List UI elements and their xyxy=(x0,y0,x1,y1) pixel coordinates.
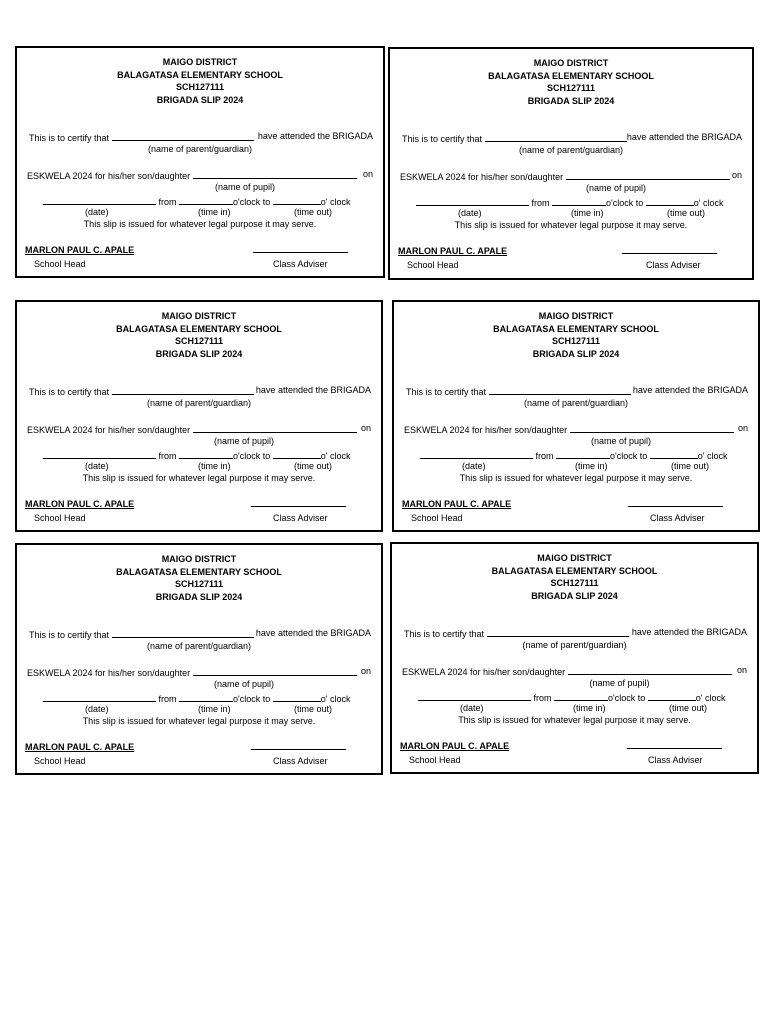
issued-statement: This slip is issued for whatever legal purpose it may serve. xyxy=(83,219,317,229)
district-name: MAIGO DISTRICT xyxy=(161,554,237,564)
school-head-name: MARLON PAUL C. APALE xyxy=(400,741,510,751)
from-word: from xyxy=(158,694,177,704)
slip-header xyxy=(394,310,758,360)
school-head-role: School Head xyxy=(34,259,86,269)
date-blank[interactable] xyxy=(43,194,156,205)
eskwela-suffix: on xyxy=(737,423,748,433)
from-word: from xyxy=(158,197,177,207)
district-name: MAIGO DISTRICT xyxy=(162,57,238,67)
parent-caption: (name of parent/guardian) xyxy=(523,398,629,408)
oclock-word: o' clock xyxy=(320,694,351,704)
date-caption: (date) xyxy=(458,208,482,218)
certify-suffix: have attended the BRIGADA xyxy=(632,385,748,395)
time-out-caption: (time out) xyxy=(667,208,706,218)
school-name: BALAGATASA ELEMENTARY SCHOOL xyxy=(491,565,658,576)
district-name: MAIGO DISTRICT xyxy=(537,553,612,563)
pupil-caption: (name of pupil) xyxy=(585,183,647,193)
eskwela-prefix: ESKWELA 2024 for his/her son/daughter xyxy=(404,425,568,435)
time-in-caption: (time in) xyxy=(198,207,231,217)
parent-caption: (name of parent/guardian) xyxy=(522,640,627,650)
slip-header xyxy=(392,552,757,602)
slip-header xyxy=(17,310,381,360)
adviser-signature-line[interactable] xyxy=(251,506,346,507)
oclock-word: o' clock xyxy=(695,693,726,703)
time-out-caption: (time out) xyxy=(671,461,710,471)
pupil-caption: (name of pupil) xyxy=(213,436,275,446)
slip-header xyxy=(17,553,381,603)
district-name: MAIGO DISTRICT xyxy=(161,311,237,321)
school-head-role: School Head xyxy=(409,755,461,765)
time-in-caption: (time in) xyxy=(571,208,604,218)
slip-header xyxy=(390,57,752,107)
time-in-caption: (time in) xyxy=(198,461,231,471)
date-caption: (date) xyxy=(85,207,109,217)
brigada-slip xyxy=(392,300,760,532)
adviser-role: Class Adviser xyxy=(273,259,328,269)
issued-statement: This slip is issued for whatever legal purpose it may serve. xyxy=(458,715,691,725)
from-word: from xyxy=(535,451,554,461)
adviser-signature-line[interactable] xyxy=(628,506,723,507)
from-word: from xyxy=(158,451,177,461)
school-head-role: School Head xyxy=(34,756,86,766)
eskwela-prefix: ESKWELA 2024 for his/her son/daughter xyxy=(27,171,191,181)
adviser-signature-line[interactable] xyxy=(627,748,722,749)
time-in-blank[interactable] xyxy=(179,691,233,702)
school-head-role: School Head xyxy=(411,513,463,523)
certify-prefix: This is to certify that xyxy=(406,387,487,397)
date-blank[interactable] xyxy=(418,690,531,701)
pupil-caption: (name of pupil) xyxy=(214,182,276,192)
parent-caption: (name of parent/guardian) xyxy=(518,145,624,155)
pupil-name-blank[interactable] xyxy=(193,422,357,433)
adviser-role: Class Adviser xyxy=(273,756,328,766)
eskwela-prefix: ESKWELA 2024 for his/her son/daughter xyxy=(400,172,564,182)
time-in-blank[interactable] xyxy=(552,195,606,206)
date-blank[interactable] xyxy=(420,448,533,459)
pupil-name-blank[interactable] xyxy=(193,665,357,676)
school-head-name: MARLON PAUL C. APALE xyxy=(25,245,135,255)
oclock-word: o' clock xyxy=(320,197,351,207)
brigada-slip xyxy=(390,542,759,774)
parent-name-blank[interactable] xyxy=(487,626,629,637)
certify-prefix: This is to certify that xyxy=(404,629,485,639)
oclock-to-word: o'clock to xyxy=(233,197,271,207)
time-in-caption: (time in) xyxy=(198,704,231,714)
from-word: from xyxy=(531,198,550,208)
time-out-blank[interactable] xyxy=(273,448,321,459)
certify-prefix: This is to certify that xyxy=(29,387,110,397)
eskwela-suffix: on xyxy=(360,423,371,433)
eskwela-prefix: ESKWELA 2024 for his/her son/daughter xyxy=(402,667,566,677)
certify-suffix: have attended the BRIGADA xyxy=(626,132,742,142)
issued-statement: This slip is issued for whatever legal purpose it may serve. xyxy=(82,473,316,483)
adviser-role: Class Adviser xyxy=(646,260,701,270)
date-blank[interactable] xyxy=(416,195,529,206)
eskwela-prefix: ESKWELA 2024 for his/her son/daughter xyxy=(27,425,191,435)
school-head-name: MARLON PAUL C. APALE xyxy=(25,499,135,509)
time-out-blank[interactable] xyxy=(648,690,696,701)
slip-title: BRIGADA SLIP 2024 xyxy=(531,590,618,601)
oclock-word: o' clock xyxy=(693,198,724,208)
certify-prefix: This is to certify that xyxy=(402,134,483,144)
district-name: MAIGO DISTRICT xyxy=(538,311,614,321)
time-out-caption: (time out) xyxy=(294,207,333,217)
certify-suffix: have attended the BRIGADA xyxy=(257,131,373,141)
parent-caption: (name of parent/guardian) xyxy=(146,641,252,651)
from-word: from xyxy=(533,693,552,703)
oclock-to-word: o'clock to xyxy=(233,694,271,704)
time-in-caption: (time in) xyxy=(575,461,608,471)
slip-title: BRIGADA SLIP 2024 xyxy=(156,94,244,105)
brigada-slip xyxy=(15,543,383,775)
time-in-blank[interactable] xyxy=(179,448,233,459)
time-out-blank[interactable] xyxy=(650,448,698,459)
parent-name-blank[interactable] xyxy=(489,384,631,395)
eskwela-suffix: on xyxy=(362,169,373,179)
time-in-blank[interactable] xyxy=(556,448,610,459)
school-head-role: School Head xyxy=(34,513,86,523)
time-in-blank[interactable] xyxy=(554,690,608,701)
slip-header xyxy=(17,56,383,106)
certify-prefix: This is to certify that xyxy=(29,630,110,640)
school-head-name: MARLON PAUL C. APALE xyxy=(402,499,512,509)
adviser-signature-line[interactable] xyxy=(253,252,348,253)
school-name: BALAGATASA ELEMENTARY SCHOOL xyxy=(116,566,282,577)
adviser-signature-line[interactable] xyxy=(622,253,717,254)
date-caption: (date) xyxy=(85,704,109,714)
issued-statement: This slip is issued for whatever legal purpose it may serve. xyxy=(459,473,693,483)
school-id: SCH127111 xyxy=(174,579,224,589)
eskwela-suffix: on xyxy=(731,170,742,180)
school-head-name: MARLON PAUL C. APALE xyxy=(25,742,135,752)
school-name: BALAGATASA ELEMENTARY SCHOOL xyxy=(493,323,659,334)
school-name: BALAGATASA ELEMENTARY SCHOOL xyxy=(117,69,283,80)
certify-prefix: This is to certify that xyxy=(29,133,110,143)
pupil-caption: (name of pupil) xyxy=(590,436,652,446)
oclock-word: o' clock xyxy=(697,451,728,461)
issued-statement: This slip is issued for whatever legal purpose it may serve. xyxy=(454,220,688,230)
time-in-caption: (time in) xyxy=(573,703,606,713)
school-id: SCH127111 xyxy=(174,336,224,346)
parent-caption: (name of parent/guardian) xyxy=(147,144,253,154)
pupil-name-blank[interactable] xyxy=(566,169,730,180)
slip-title: BRIGADA SLIP 2024 xyxy=(155,591,243,602)
time-out-caption: (time out) xyxy=(294,461,333,471)
pupil-caption: (name of pupil) xyxy=(213,679,275,689)
school-name: BALAGATASA ELEMENTARY SCHOOL xyxy=(488,70,654,81)
brigada-slip xyxy=(15,300,383,532)
adviser-signature-line[interactable] xyxy=(251,749,346,750)
eskwela-prefix: ESKWELA 2024 for his/her son/daughter xyxy=(27,668,191,678)
brigada-slip xyxy=(388,47,754,280)
pupil-name-blank[interactable] xyxy=(193,168,357,179)
pupil-name-blank[interactable] xyxy=(570,422,734,433)
time-out-blank[interactable] xyxy=(273,691,321,702)
school-id: SCH127111 xyxy=(175,82,225,92)
time-out-blank[interactable] xyxy=(273,194,321,205)
adviser-role: Class Adviser xyxy=(648,755,703,765)
oclock-to-word: o'clock to xyxy=(610,451,648,461)
oclock-word: o' clock xyxy=(320,451,351,461)
brigada-slip xyxy=(15,46,385,278)
date-blank[interactable] xyxy=(43,691,156,702)
eskwela-suffix: on xyxy=(360,666,371,676)
school-name: BALAGATASA ELEMENTARY SCHOOL xyxy=(116,323,282,334)
time-out-caption: (time out) xyxy=(669,703,708,713)
eskwela-suffix: on xyxy=(736,665,747,675)
slip-title: BRIGADA SLIP 2024 xyxy=(527,95,615,106)
date-caption: (date) xyxy=(460,703,484,713)
parent-name-blank[interactable] xyxy=(112,384,254,395)
school-id: SCH127111 xyxy=(550,578,599,588)
certify-suffix: have attended the BRIGADA xyxy=(631,627,747,637)
pupil-name-blank[interactable] xyxy=(568,664,732,675)
time-in-blank[interactable] xyxy=(179,194,233,205)
certify-suffix: have attended the BRIGADA xyxy=(255,628,371,638)
date-caption: (date) xyxy=(462,461,486,471)
school-head-role: School Head xyxy=(407,260,459,270)
oclock-to-word: o'clock to xyxy=(606,198,644,208)
date-caption: (date) xyxy=(85,461,109,471)
parent-caption: (name of parent/guardian) xyxy=(146,398,252,408)
parent-name-blank[interactable] xyxy=(485,131,627,142)
pupil-caption: (name of pupil) xyxy=(589,678,650,688)
district-name: MAIGO DISTRICT xyxy=(533,58,609,68)
school-id: SCH127111 xyxy=(546,83,596,93)
parent-name-blank[interactable] xyxy=(112,627,254,638)
oclock-to-word: o'clock to xyxy=(608,693,646,703)
school-id: SCH127111 xyxy=(551,336,601,346)
time-out-blank[interactable] xyxy=(646,195,694,206)
adviser-role: Class Adviser xyxy=(650,513,705,523)
date-blank[interactable] xyxy=(43,448,156,459)
slip-title: BRIGADA SLIP 2024 xyxy=(155,348,243,359)
certify-suffix: have attended the BRIGADA xyxy=(255,385,371,395)
parent-name-blank[interactable] xyxy=(112,130,254,141)
school-head-name: MARLON PAUL C. APALE xyxy=(398,246,508,256)
oclock-to-word: o'clock to xyxy=(233,451,271,461)
slip-title: BRIGADA SLIP 2024 xyxy=(532,348,620,359)
adviser-role: Class Adviser xyxy=(273,513,328,523)
time-out-caption: (time out) xyxy=(294,704,333,714)
issued-statement: This slip is issued for whatever legal purpose it may serve. xyxy=(82,716,316,726)
